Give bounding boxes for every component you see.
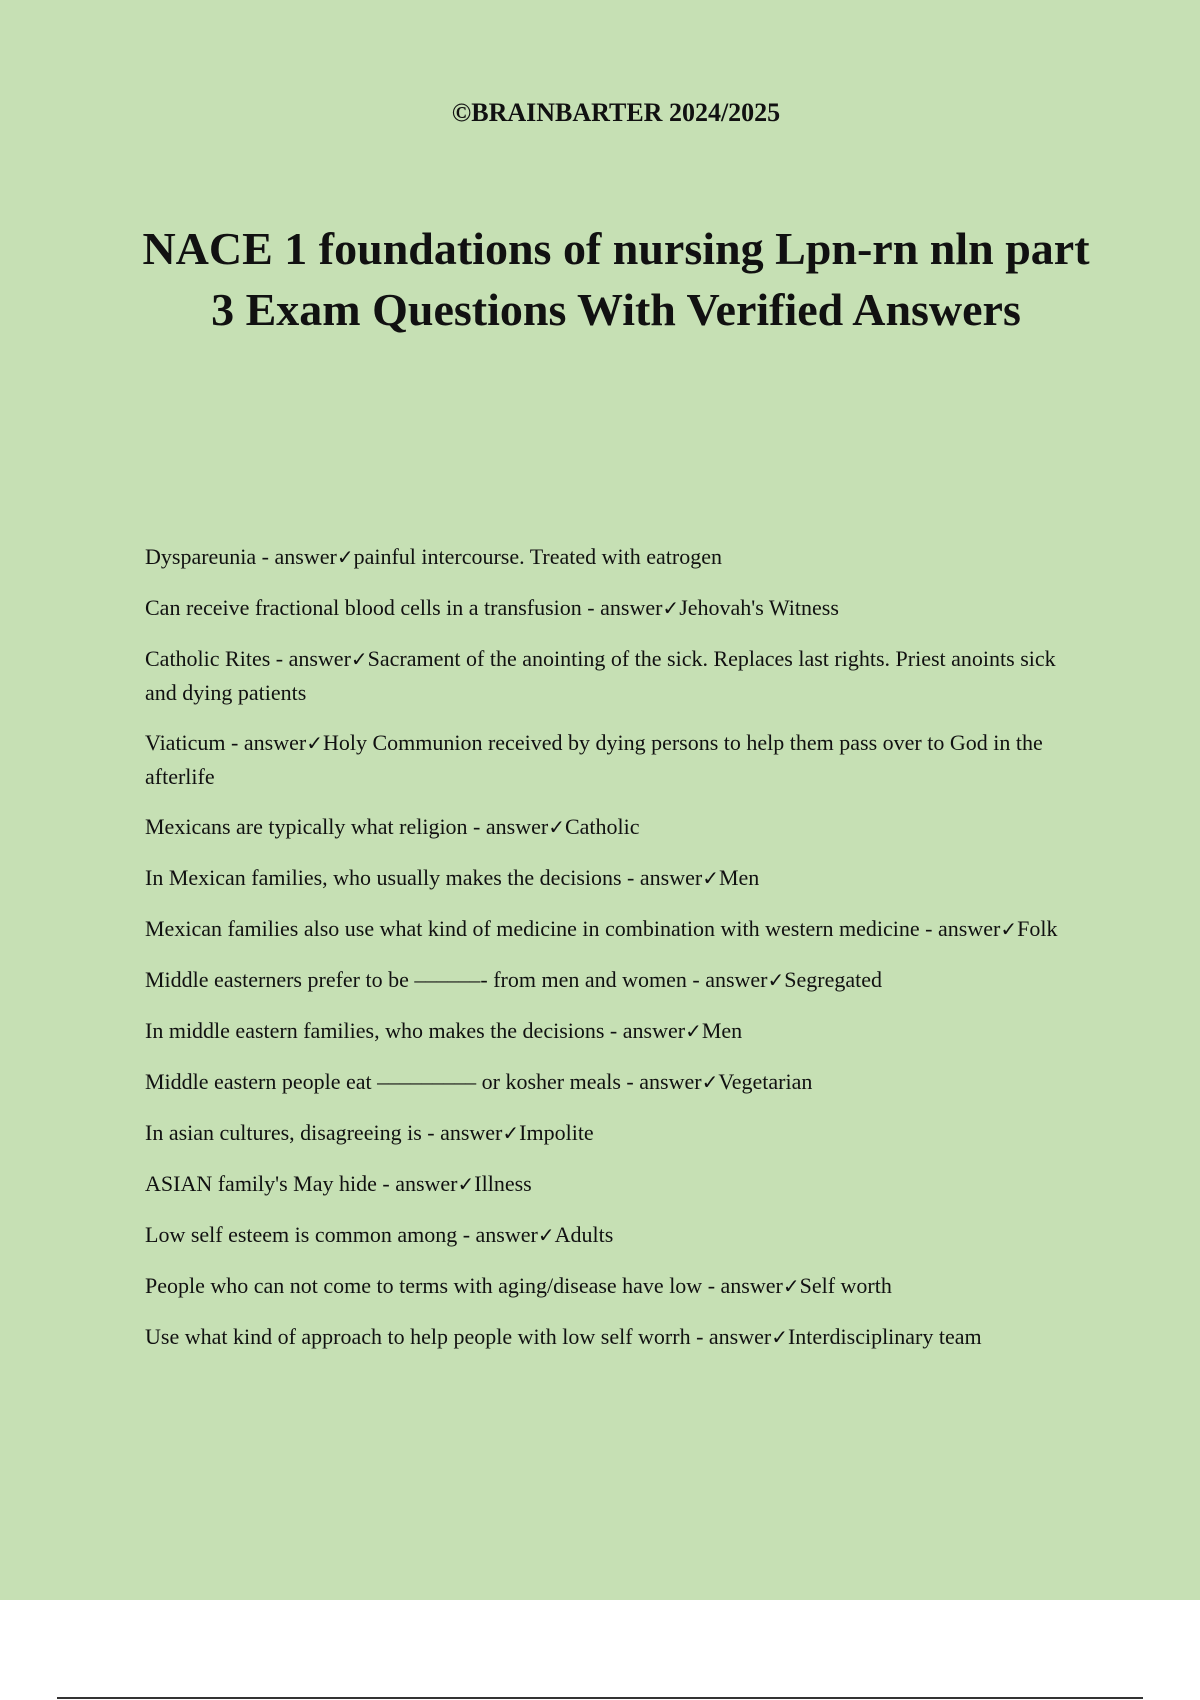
qa-item <box>145 726 1085 793</box>
checkmark-icon: ✓ <box>685 1019 702 1043</box>
qa-answer: Jehovah's Witness <box>679 595 839 620</box>
qa-question: Catholic Rites - answer <box>145 646 351 671</box>
checkmark-icon: ✓ <box>502 1121 520 1145</box>
qa-item <box>145 912 1085 946</box>
checkmark-icon: ✓ <box>662 596 680 620</box>
qa-item <box>145 591 1085 625</box>
qa-item <box>145 1116 1085 1150</box>
checkmark-icon: ✓ <box>336 545 354 569</box>
qa-item <box>145 1218 1085 1252</box>
qa-answer: Catholic <box>564 814 640 839</box>
qa-answer: Self worth <box>799 1273 892 1298</box>
checkmark-icon: ✓ <box>350 647 368 671</box>
qa-answer: Segregated <box>784 967 883 992</box>
qa-answer: Impolite <box>519 1120 594 1145</box>
qa-question: Can receive fractional blood cells in a transfusion - answer <box>145 595 663 620</box>
qa-answer: Sacrament of the anointing of the sick. Replaces last rights. Priest anoints sick and dying patients <box>145 646 1056 705</box>
qa-question: ASIAN family's May hide - answer <box>145 1171 458 1196</box>
qa-answer: Adults <box>554 1222 614 1247</box>
qa-answer: Holy Communion received by dying persons to help them pass over to God in the afterlife <box>145 730 1043 789</box>
qa-item <box>145 810 1085 844</box>
qa-item <box>145 1167 1085 1201</box>
checkmark-icon: ✓ <box>457 1172 475 1196</box>
qa-question: In middle eastern families, who makes the decisions - answer <box>145 1018 686 1043</box>
qa-answer: Folk <box>1017 916 1058 941</box>
qa-answer: Vegetarian <box>718 1069 813 1094</box>
header-watermark: ©BRAINBARTER 2024/2025 <box>451 98 781 127</box>
document-title: NACE 1 foundations of nursing Lpn-rn nln part 3 Exam Questions With Verified Answers <box>142 223 1090 335</box>
checkmark-icon: ✓ <box>701 1070 719 1094</box>
qa-item <box>145 1065 1085 1099</box>
qa-answer: Men <box>718 865 760 890</box>
qa-question: Use what kind of approach to help people with low self worrh - answer <box>145 1324 772 1349</box>
checkmark-icon: ✓ <box>767 968 785 992</box>
qa-question: Mexican families also use what kind of medicine in combination with western medicine - answer <box>145 916 1001 941</box>
qa-question: In Mexican families, who usually makes the decisions - answer <box>145 865 703 890</box>
checkmark-icon: ✓ <box>782 1274 800 1298</box>
qa-item <box>145 861 1085 895</box>
qa-item <box>145 1320 1085 1354</box>
qa-item <box>145 642 1085 709</box>
qa-question: Middle easterners prefer to be ––––––- from men and women - answer <box>145 967 768 992</box>
qa-item <box>145 540 1085 574</box>
qa-question: Mexicans are typically what religion - answer <box>145 814 549 839</box>
checkmark-icon: ✓ <box>548 815 565 839</box>
footer-divider <box>57 1697 1143 1699</box>
qa-answer: Interdisciplinary team <box>787 1324 982 1349</box>
qa-question: Dyspareunia - answer <box>145 544 337 569</box>
checkmark-icon: ✓ <box>771 1325 788 1349</box>
qa-list <box>145 540 1085 1371</box>
qa-answer: Men <box>701 1018 743 1043</box>
checkmark-icon: ✓ <box>1000 917 1018 941</box>
checkmark-icon: ✓ <box>702 866 719 890</box>
qa-question: In asian cultures, disagreeing is - answer <box>145 1120 503 1145</box>
qa-question: People who can not come to terms with aging/disease have low - answer <box>145 1273 783 1298</box>
checkmark-icon: ✓ <box>537 1223 555 1247</box>
qa-item <box>145 963 1085 997</box>
checkmark-icon: ✓ <box>306 731 323 755</box>
qa-answer: Illness <box>474 1171 532 1196</box>
qa-item <box>145 1014 1085 1048</box>
qa-question: Low self esteem is common among - answer <box>145 1222 538 1247</box>
qa-question: Viaticum - answer <box>145 730 307 755</box>
qa-answer: painful intercourse. Treated with eatrogen <box>353 544 722 569</box>
qa-item <box>145 1269 1085 1303</box>
qa-question: Middle eastern people eat ––––––––– or kosher meals - answer <box>145 1069 702 1094</box>
